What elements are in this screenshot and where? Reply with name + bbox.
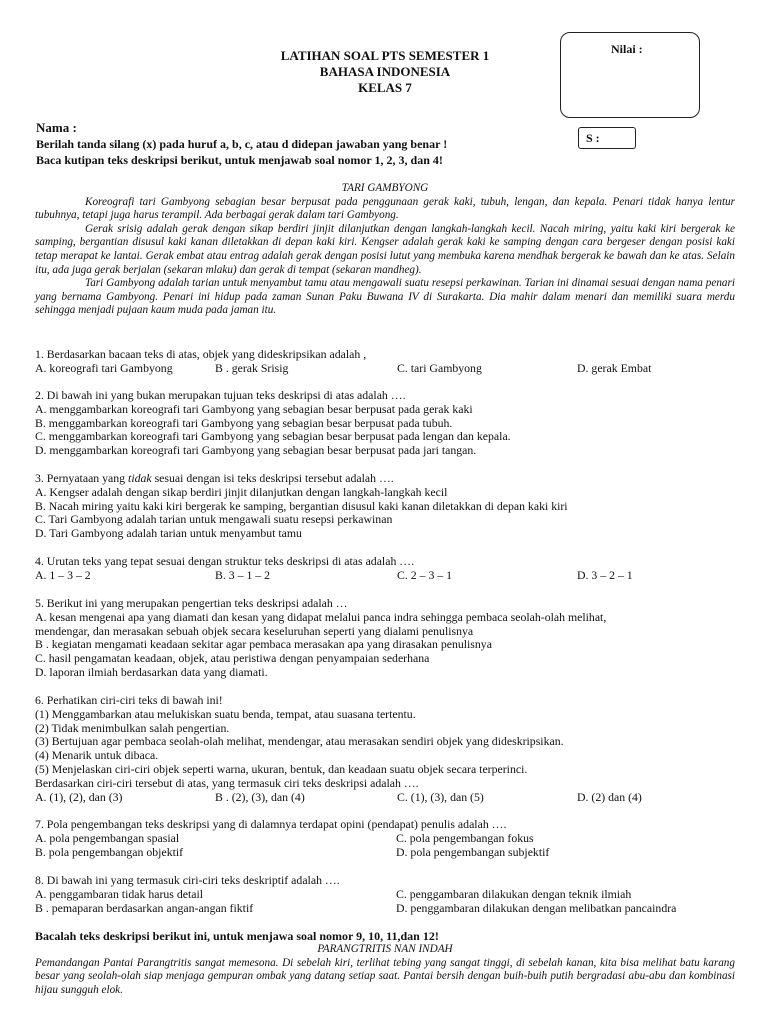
- option-d[interactable]: D. laporan ilmiah berdasarkan data yang diamati.: [35, 664, 268, 679]
- question-stem: 4. Urutan teks yang tepat sesuai dengan struktur teks deskripsi di atas adalah ….: [35, 554, 415, 568]
- option-d[interactable]: D. Tari Gambyong adalah tarian untuk menyambut tamu: [35, 526, 302, 541]
- option-b[interactable]: B. menggambarkan koreografi tari Gambyong yang sebagian besar berpusat pada tubuh.: [35, 415, 453, 430]
- question-8: [35, 874, 740, 915]
- option-c[interactable]: C. pola pengembangan fokus: [396, 830, 534, 845]
- reading-passage-1: [35, 182, 735, 318]
- option-c[interactable]: C. (1), (3), dan (5): [397, 789, 484, 804]
- option-a[interactable]: A. Kengser adalah dengan sikap berdiri jinjit dilanjutkan dengan langkah-langkah kecil: [35, 484, 448, 499]
- option-b[interactable]: B . gerak Srisig: [215, 360, 289, 375]
- list-item: (4) Menarik untuk dibaca.: [35, 748, 159, 763]
- option-a-continued[interactable]: mendengar, dan merasakan sebuah objek secara keseluruhan seperti yang dialami penulisnya: [35, 623, 474, 638]
- instruction-line-3: Bacalah teks deskripsi berikut ini, untuk menjawa soal nomor 9, 10, 11,dan 12!: [35, 929, 439, 943]
- question-1: [35, 348, 740, 376]
- option-c[interactable]: C. hasil pengamatan keadaan, objek, atau peristiwa dengan penyampaian sederhana: [35, 651, 430, 666]
- score-label: Nilai :: [611, 42, 643, 56]
- question-stem: 2. Di bawah ini yang bukan merupakan tujuan teks deskripsi di atas adalah ….: [35, 388, 406, 402]
- reading-paragraph: Gerak srisig adalah gerak dengan sikap berdiri jinjit dilanjutkan dengan langkah-langkah kecil. Nacah miring, yaitu kaki kiri bergerak ke samping, bergantian disusul kaki kanan diletakkan di depan kaki kiri. Kengser adalah gerak kaki ke samping dengan cara bergeser dengan posisi kaki tetap merapat ke lantai. Gerak embat atau entrag adalah gerak dengan posisi lutut yang membuka karena mendhak bergerak ke bawah dan ke atas. Selain itu, ada juga gerak berjalan (sekaran mlaku) dan gerak di tempat (sekaran mandheg).: [35, 222, 735, 276]
- reading-title: PARANGTRITIS NAN INDAH: [317, 943, 453, 955]
- option-c[interactable]: C. menggambarkan koreografi tari Gambyong yang sebagian besar berpusat pada lengan dan kepala.: [35, 429, 511, 444]
- option-d[interactable]: D. penggambaran dilakukan dengan melibatkan pancaindra: [396, 900, 677, 915]
- option-d[interactable]: D. gerak Embat: [577, 360, 652, 375]
- option-a[interactable]: A. 1 – 3 – 2: [35, 567, 91, 582]
- exam-title: LATIHAN SOAL PTS SEMESTER 1: [280, 48, 490, 63]
- question-6: [35, 694, 740, 804]
- question-5: [35, 597, 740, 680]
- option-b[interactable]: B. 3 – 1 – 2: [215, 567, 271, 582]
- option-b[interactable]: B . pemaparan berdasarkan angan-angan fiktif: [35, 900, 254, 915]
- reading-title: TARI GAMBYONG: [341, 182, 429, 194]
- option-b[interactable]: B . kegiatan mengamati keadaan sekitar agar pembaca merasakan apa yang dirasakan penulisnya: [35, 637, 492, 652]
- question-2: [35, 389, 740, 458]
- option-b[interactable]: B . (2), (3), dan (4): [215, 789, 305, 804]
- option-a[interactable]: A. kesan mengenai apa yang diamati dan kesan yang didapat melalui panca indra sehingga pembaca seolah-olah melihat,: [35, 609, 607, 624]
- instruction-line-1: Berilah tanda silang (x) pada huruf a, b, c, atau d didepan jawaban yang benar !: [36, 137, 448, 151]
- option-c[interactable]: C. 2 – 3 – 1: [397, 567, 453, 582]
- reading-paragraph: Koreografi tari Gambyong sebagian besar berpusat pada penggunaan gerak kaki, tubuh, lengan, dan kepala. Penari tidak hanya lentur tubuhnya, tetapi juga harus terampil. Ada berbagai gerak dalam tari Gambyong.: [35, 195, 735, 222]
- question-4: [35, 555, 740, 583]
- reading-paragraph: Tari Gambyong adalah tarian untuk menyambut tamu atau mengawali suatu resepsi perkawinan. Tarian ini dinamai sesuai dengan nama penari yang bernama Gambyong. Penari ini hidup pada zaman Sunan Paku Buwana IV di Surakarta. Dia mahir dalam menari dan memiliki suara merdu sehingga menjadi pujaan kaum muda pada jaman itu.: [35, 277, 735, 317]
- question-3: [35, 472, 740, 541]
- question-stem: 6. Perhatikan ciri-ciri teks di bawah ini!: [35, 693, 223, 707]
- option-b[interactable]: B. pola pengembangan objektif: [35, 844, 184, 859]
- option-d[interactable]: D. 3 – 2 – 1: [577, 567, 633, 582]
- option-a[interactable]: A. menggambarkan koreografi tari Gambyong yang sebagian besar berpusat pada gerak kaki: [35, 401, 473, 416]
- option-c[interactable]: C. penggambaran dilakukan dengan teknik ilmiah: [396, 886, 632, 901]
- name-label: Nama :: [36, 120, 77, 135]
- option-a[interactable]: A. penggambaran tidak harus detail: [35, 886, 204, 901]
- option-a[interactable]: A. pola pengembangan spasial: [35, 830, 180, 845]
- exam-subject: BAHASA INDONESIA: [319, 64, 451, 79]
- question-stem: 7. Pola pengembangan teks deskripsi yang di dalamnya terdapat opini (pendapat) penulis adalah ….: [35, 817, 507, 831]
- question-7: [35, 818, 740, 859]
- option-d[interactable]: D. menggambarkan koreografi tari Gambyong yang sebagian besar berpusat pada jari tangan.: [35, 443, 477, 458]
- emphasis-tidak: tidak: [128, 471, 152, 485]
- list-item: (5) Menjelaskan ciri-ciri objek seperti warna, ukuran, bentuk, dan keadaan suatu objek secara terperinci.: [35, 761, 528, 776]
- option-b[interactable]: B. Nacah miring yaitu kaki kiri bergerak ke samping, bergantian disusul kaki kanan diletakkan di depan kaki kiri: [35, 498, 568, 513]
- option-c[interactable]: C. Tari Gambyong adalah tarian untuk mengawali suatu resepsi perkawinan: [35, 512, 393, 527]
- reading-paragraph: Pemandangan Pantai Parangtritis sangat memesona. Di sebelah kiri, terlihat tebing yang sangat tinggi, di sebelah kanan, kita bisa melihat batu karang besar yang seolah-olah siap menjaga gempuran ombak yang datang setiap saat. Pantai bersih dengan buih-buih putih bergradasi abu-abu dan kombinasi hijau sungguh elok.: [35, 956, 735, 996]
- question-prompt: Berdasarkan ciri-ciri tersebut di atas, yang termasuk ciri teks deskripsi adalah ….: [35, 775, 419, 790]
- question-stem: 3. Pernyataan yang tidak sesuai dengan isi teks deskripsi tersebut adalah ….: [35, 471, 394, 485]
- list-item: (1) Menggambarkan atau melukiskan suatu benda, tempat, atau suasana tertentu.: [35, 706, 416, 721]
- option-d[interactable]: D. pola pengembangan subjektif: [396, 844, 550, 859]
- s-label: S :: [586, 131, 600, 145]
- option-a[interactable]: A. koreografi tari Gambyong: [35, 360, 173, 375]
- question-stem: 5. Berikut ini yang merupakan pengertian teks deskripsi adalah …: [35, 596, 348, 610]
- option-c[interactable]: C. tari Gambyong: [397, 360, 482, 375]
- list-item: (2) Tidak menimbulkan salah pengertian.: [35, 720, 230, 735]
- instruction-line-2: Baca kutipan teks deskripsi berikut, untuk menjawab soal nomor 1, 2, 3, dan 4!: [36, 153, 443, 167]
- option-d[interactable]: D. (2) dan (4): [577, 789, 642, 804]
- question-stem: 8. Di bawah ini yang termasuk ciri-ciri teks deskriptif adalah ….: [35, 873, 340, 887]
- option-a[interactable]: A. (1), (2), dan (3): [35, 789, 123, 804]
- list-item: (3) Bertujuan agar pembaca seolah-olah melihat, mendengar, atau merasakan sendiri objek yang dideskripsikan.: [35, 734, 564, 749]
- reading-passage-2: [35, 943, 735, 997]
- exam-class: KELAS 7: [358, 80, 412, 95]
- question-stem: 1. Berdasarkan bacaan teks di atas, objek yang dideskripsikan adalah ,: [35, 347, 367, 361]
